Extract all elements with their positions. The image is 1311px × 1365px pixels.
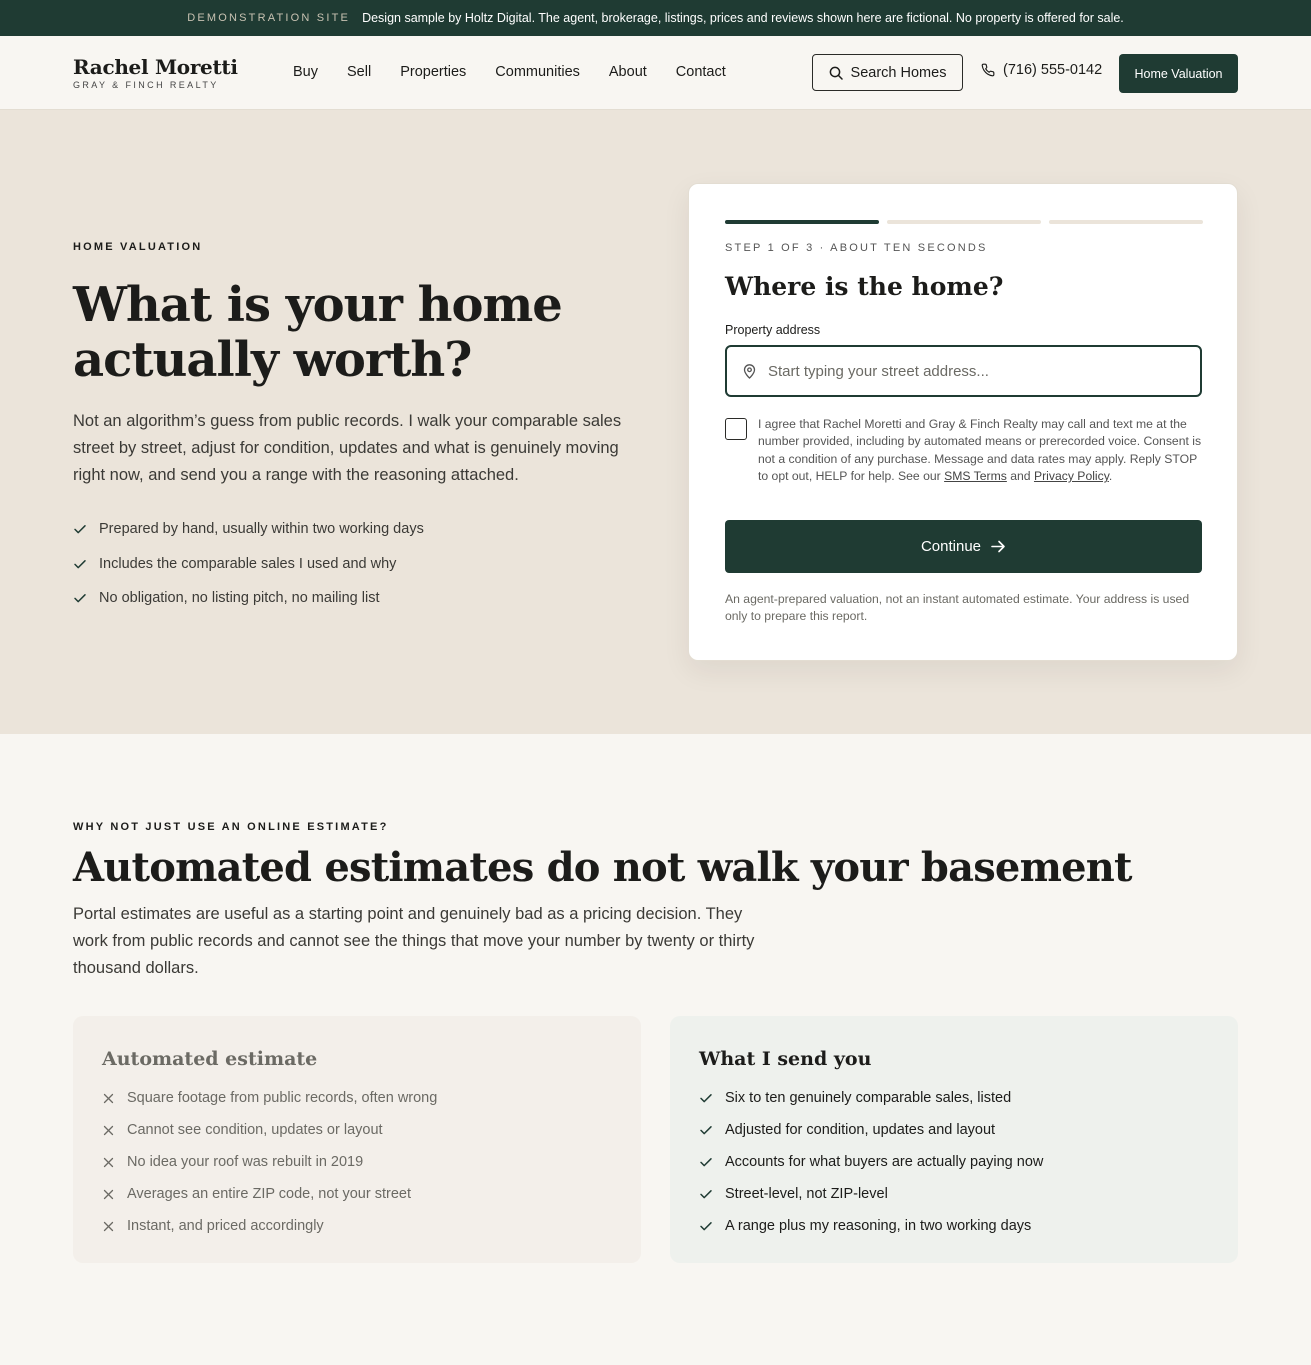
nav-properties[interactable]: Properties	[400, 64, 467, 80]
hero-checklist	[73, 512, 424, 616]
list-item	[73, 512, 424, 547]
list-item	[102, 1210, 612, 1242]
address-label: Property address	[725, 323, 821, 337]
demo-text: Design sample by Holtz Digital. The agent, brokerage, listings, prices and reviews shown here are fictional. No property is offered for sale.	[362, 11, 1124, 25]
consent-and: and	[1006, 469, 1034, 484]
x-icon	[102, 1124, 115, 1137]
phone-number: (716) 555-0142	[1003, 62, 1103, 78]
list-item	[102, 1146, 612, 1178]
main-nav	[293, 62, 755, 82]
what-i-send-title: What I send you	[699, 1048, 872, 1070]
automated-estimate-card	[73, 1016, 641, 1263]
x-icon	[102, 1156, 115, 1169]
continue-label: Continue	[920, 538, 982, 555]
nav-communities[interactable]: Communities	[495, 64, 580, 80]
hero-title-line1: What is your home	[73, 277, 562, 333]
list-item-text: Accounts for what buyers are actually paying now	[725, 1154, 1044, 1170]
list-item	[699, 1082, 1209, 1114]
list-item-text: Adjusted for condition, updates and layout	[725, 1122, 996, 1138]
why-lead: Portal estimates are useful as a starting point and genuinely bad as a pricing decision. They work from public records and cannot see the things that move your number by twenty or thirty thousand dollars.	[73, 905, 755, 977]
list-item	[699, 1146, 1209, 1178]
site-header	[0, 36, 1311, 110]
arrow-right-icon	[991, 540, 1006, 553]
address-field[interactable]	[725, 345, 1202, 397]
x-icon	[102, 1188, 115, 1201]
list-item	[699, 1210, 1209, 1242]
list-item-text: No idea your roof was rebuilt in 2019	[127, 1154, 364, 1170]
list-item-text: Six to ten genuinely comparable sales, listed	[725, 1090, 1012, 1106]
hero-title	[73, 278, 633, 388]
nav-contact[interactable]: Contact	[675, 64, 726, 80]
what-i-send-card	[670, 1016, 1238, 1263]
check-icon	[699, 1123, 713, 1137]
address-input[interactable]	[768, 363, 1168, 380]
list-item-text: A range plus my reasoning, in two working days	[725, 1218, 1032, 1234]
list-item	[73, 547, 424, 582]
list-item	[102, 1114, 612, 1146]
progress-segment-1	[725, 220, 879, 224]
what-i-send-list	[699, 1082, 1209, 1242]
check-icon	[699, 1219, 713, 1233]
search-homes-label: Search Homes	[850, 64, 947, 81]
continue-button[interactable]	[725, 520, 1202, 573]
hero-eyebrow: HOME VALUATION	[73, 241, 203, 253]
consent-row	[725, 416, 1202, 486]
hero-section	[0, 110, 1311, 734]
form-title: Where is the home?	[725, 272, 1004, 301]
demo-banner	[0, 0, 1311, 36]
list-item	[699, 1114, 1209, 1146]
list-item-text: Averages an entire ZIP code, not your street	[127, 1186, 411, 1202]
check-icon	[73, 522, 87, 536]
location-pin-icon	[743, 364, 756, 379]
why-eyebrow: WHY NOT JUST USE AN ONLINE ESTIMATE?	[73, 821, 389, 833]
consent-period: .	[1108, 469, 1113, 484]
valuation-form-card	[688, 183, 1238, 661]
step-indicator: STEP 1 OF 3 · ABOUT TEN SECONDS	[725, 242, 988, 254]
step-progress	[725, 220, 1203, 224]
progress-segment-2	[887, 220, 1041, 224]
logo[interactable]	[73, 56, 238, 90]
phone-icon	[981, 63, 995, 77]
phone-link[interactable]	[981, 62, 1102, 78]
search-homes-button[interactable]	[812, 54, 963, 91]
logo-subtitle: GRAY & FINCH REALTY	[73, 80, 219, 90]
home-valuation-button[interactable]: Home Valuation	[1119, 54, 1238, 93]
list-item	[102, 1178, 612, 1210]
list-item-text: Cannot see condition, updates or layout	[127, 1122, 383, 1138]
demo-tag: DEMONSTRATION SITE	[187, 12, 351, 24]
progress-segment-3	[1049, 220, 1203, 224]
check-icon	[73, 557, 87, 571]
x-icon	[102, 1092, 115, 1105]
list-item	[102, 1082, 612, 1114]
logo-name: Rachel Moretti	[73, 55, 238, 79]
hero-title-line2: actually worth?	[73, 332, 472, 388]
list-item-text: Instant, and priced accordingly	[127, 1218, 324, 1234]
check-icon	[699, 1155, 713, 1169]
nav-buy[interactable]: Buy	[293, 64, 318, 80]
nav-sell[interactable]: Sell	[347, 64, 372, 80]
check-icon	[699, 1091, 713, 1105]
list-item-text: Square footage from public records, often wrong	[127, 1090, 438, 1106]
list-item-text: Includes the comparable sales I used and why	[99, 555, 397, 572]
automated-estimate-list	[102, 1082, 612, 1242]
check-icon	[699, 1187, 713, 1201]
x-icon	[102, 1220, 115, 1233]
sms-terms-link[interactable]: SMS Terms	[944, 469, 1007, 484]
list-item-text: No obligation, no listing pitch, no mailing list	[99, 590, 380, 607]
list-item	[73, 581, 424, 616]
list-item-text: Street-level, not ZIP-level	[725, 1186, 888, 1202]
consent-checkbox[interactable]	[725, 418, 747, 440]
why-title: Automated estimates do not walk your basement	[73, 844, 1132, 891]
list-item-text: Prepared by hand, usually within two working days	[99, 521, 424, 538]
hero-lead: Not an algorithm’s guess from public records. I walk your comparable sales street by street, adjust for condition, updates and what is genuinely moving right now, and send you a range with the reasoning attached.	[73, 412, 622, 484]
nav-about[interactable]: About	[608, 64, 647, 80]
privacy-policy-link[interactable]: Privacy Policy	[1033, 469, 1109, 484]
form-disclaimer: An agent-prepared valuation, not an instant automated estimate. Your address is used only to prepare this report.	[725, 592, 1190, 624]
automated-estimate-title: Automated estimate	[102, 1048, 318, 1070]
consent-text	[758, 416, 1202, 486]
check-icon	[73, 591, 87, 605]
consent-body: I agree that Rachel Moretti and Gray & Finch Realty may call and text me at the number provided, including by automated means or prerecorded voice. Consent is not a condition of any purchase. Message and data rates may apply. Reply STOP to opt out, HELP for help. See our	[758, 417, 1202, 484]
list-item	[699, 1178, 1209, 1210]
search-icon	[829, 66, 843, 80]
